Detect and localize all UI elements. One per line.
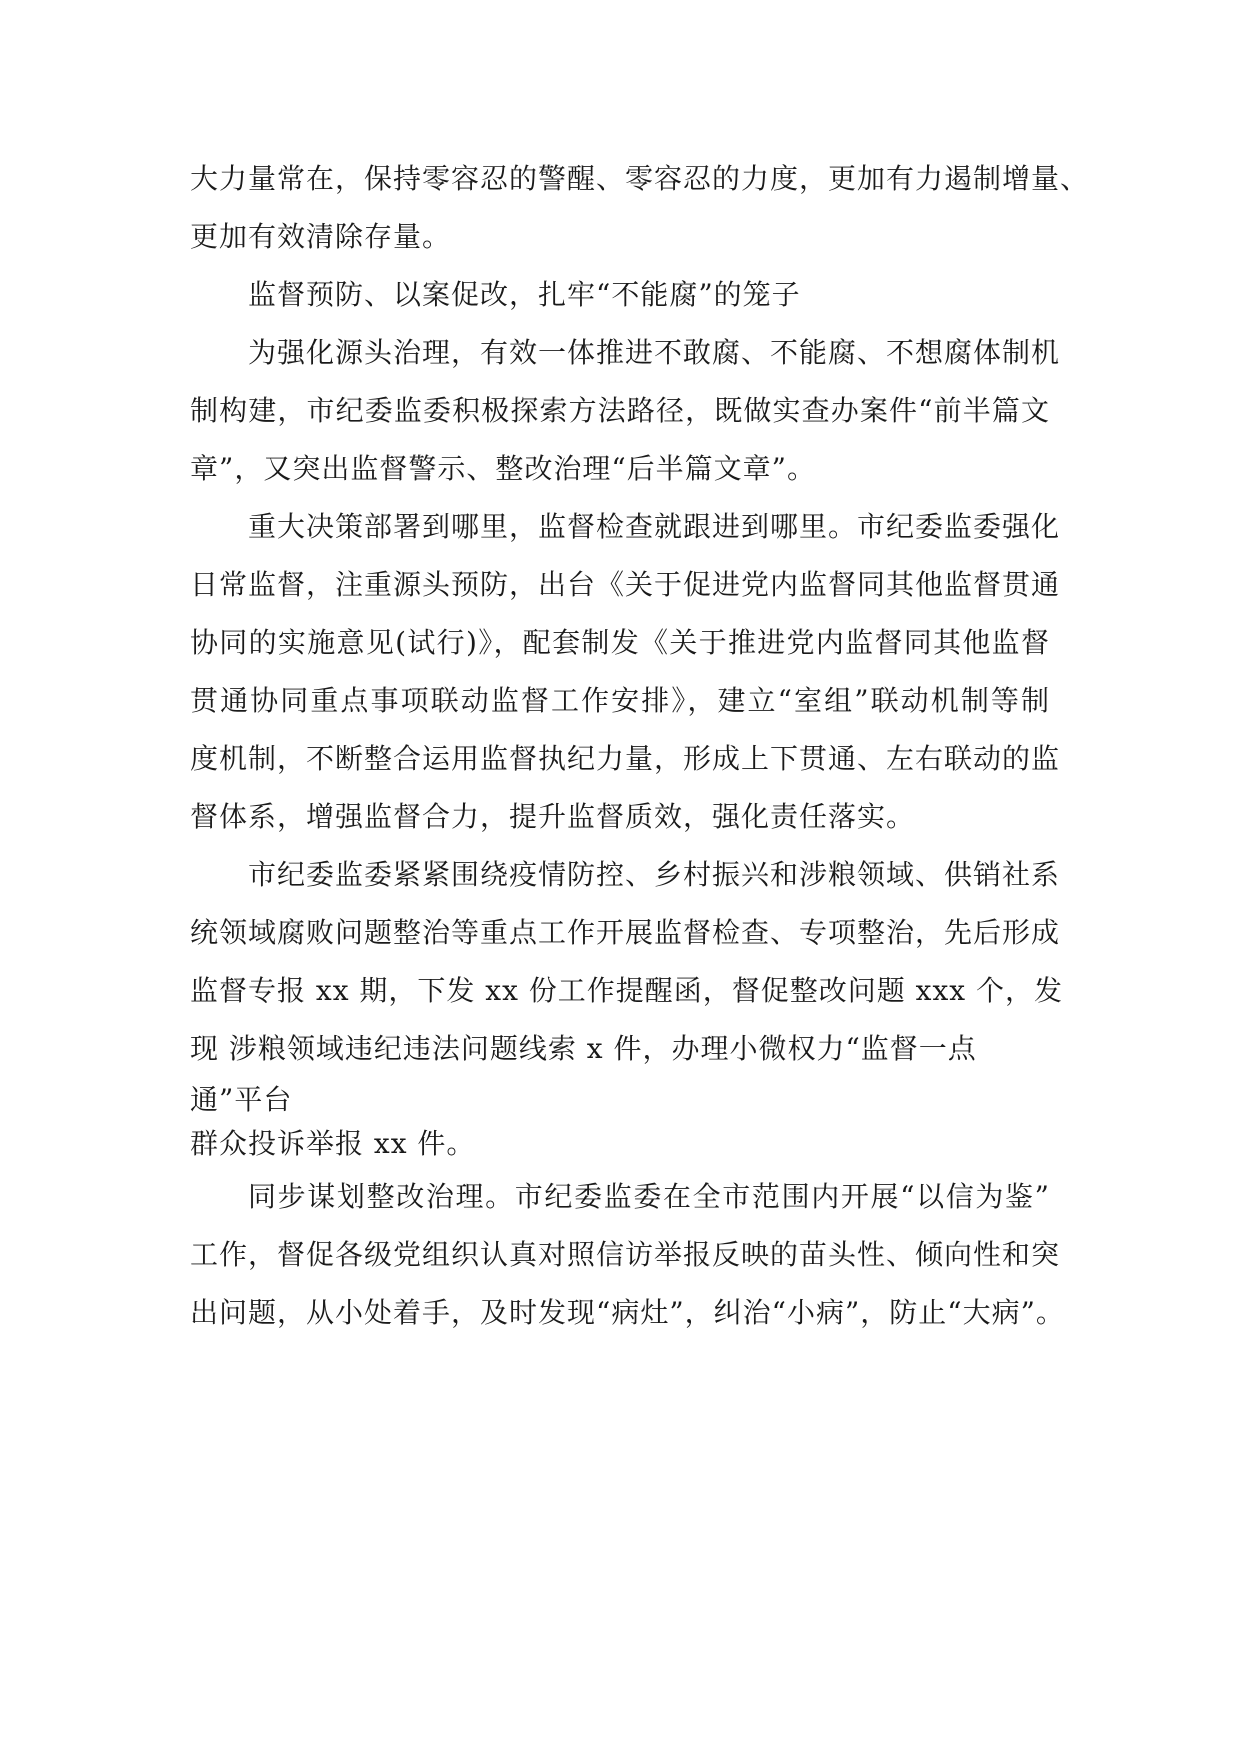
paragraph-1-line-2: 更加有效清除存量。: [190, 220, 452, 253]
paragraph-1-line-1: 大力量常在，保持零容忍的警醒、零容忍的力度，更加有力遏制增量、: [190, 162, 1090, 195]
paragraph-4-line-5: 通”平台: [190, 1083, 293, 1116]
paragraph-5-line-3: 出问题，从小处着手，及时发现“病灶”，纠治“小病”，防止“大病”。: [190, 1296, 1065, 1329]
paragraph-3-line-4: 贯通协同重点事项联动监督工作安排》，建立“室组”联动机制等制: [190, 684, 1050, 717]
paragraph-2-line-3: 章”，又突出监督警示、整改治理“后半篇文章”。: [190, 452, 816, 485]
paragraph-2-line-2: 制构建，市纪委监委积极探索方法路径，既做实查办案件“前半篇文: [190, 394, 1050, 427]
paragraph-3-line-6: 督体系，增强监督合力，提升监督质效，强化责任落实。: [190, 800, 916, 833]
paragraph-4-line-4: 现 涉粮领域违纪违法问题线索 x 件，办理小微权力“监督一点: [190, 1032, 977, 1065]
paragraph-4-line-3: 监督专报 xx 期，下发 xx 份工作提醒函，督促整改问题 xxx 个，发: [190, 974, 1063, 1007]
section-heading: 监督预防、以案促改，扎牢“不能腐”的笼子: [248, 278, 801, 311]
paragraph-3-line-1: 重大决策部署到哪里，监督检查就跟进到哪里。市纪委监委强化: [248, 510, 1061, 543]
paragraph-4-line-2: 统领域腐败问题整治等重点工作开展监督检查、专项整治，先后形成: [190, 916, 1061, 949]
paragraph-3-line-3: 协同的实施意见(试行)》，配套制发《关于推进党内监督同其他监督: [190, 626, 1050, 659]
paragraph-2-line-1: 为强化源头治理，有效一体推进不敢腐、不能腐、不想腐体制机: [248, 336, 1061, 369]
paragraph-3-line-2: 日常监督，注重源头预防，出台《关于促进党内监督同其他监督贯通: [190, 568, 1061, 601]
paragraph-4-line-6: 群众投诉举报 xx 件。: [190, 1127, 476, 1160]
paragraph-5-line-2: 工作，督促各级党组织认真对照信访举报反映的苗头性、倾向性和突: [190, 1238, 1061, 1271]
document-body: [190, 150, 1090, 1342]
paragraph-4-line-1: 市纪委监委紧紧围绕疫情防控、乡村振兴和涉粮领域、供销社系: [248, 858, 1061, 891]
paragraph-3-line-5: 度机制，不断整合运用监督执纪力量，形成上下贯通、左右联动的监: [190, 742, 1061, 775]
paragraph-5-line-1: 同步谋划整改治理。市纪委监委在全市范围内开展“以信为鉴”: [248, 1180, 1050, 1213]
